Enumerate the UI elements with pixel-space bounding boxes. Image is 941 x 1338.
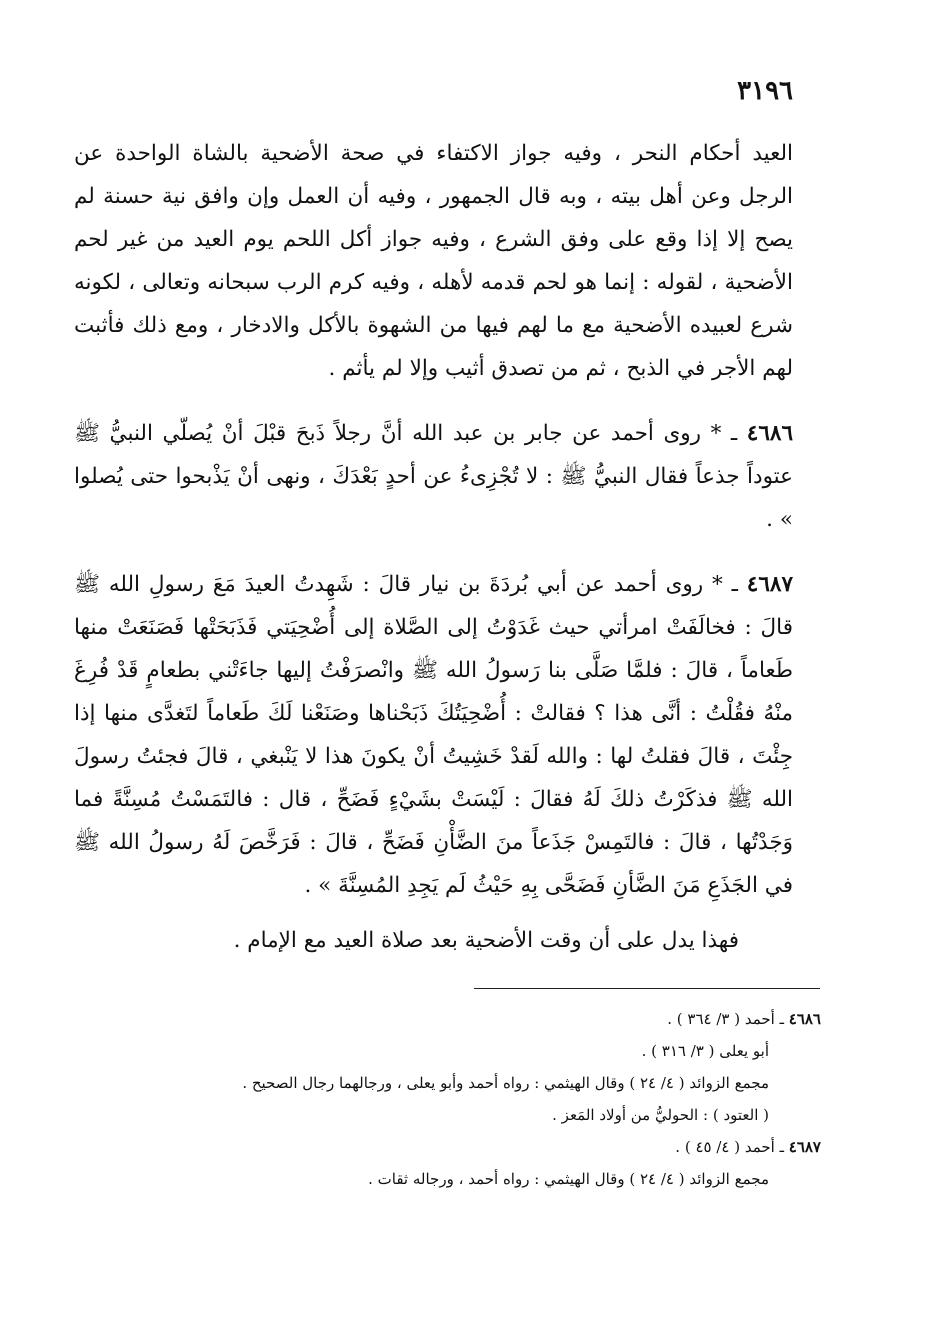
footnotes bbox=[74, 1003, 821, 1195]
page-number: ٣١٩٦ bbox=[737, 76, 793, 106]
footnote-divider bbox=[474, 988, 820, 989]
footnote bbox=[74, 1067, 821, 1099]
footnote bbox=[74, 1003, 821, 1035]
footnote bbox=[74, 1035, 821, 1067]
footnote-text: مجمع الزوائد ( ٤/ ٢٤ ) وقال الهيثمي : رواه أحمد ، ورجاله ثقات . bbox=[368, 1170, 769, 1188]
hadith-number: ٤٦٨٧ bbox=[746, 572, 793, 597]
conclusion-paragraph: فهذا يدل على أن وقت الأضحية بعد صلاة العيد مع الإمام . bbox=[233, 928, 739, 953]
footnote-text: مجمع الزوائد ( ٤/ ٢٤ ) وقال الهيثمي : رواه أحمد وأبو يعلى ، ورجالهما رجال الصحيح . bbox=[242, 1074, 769, 1092]
footnote-text: ـ أحمد ( ٣/ ٣٦٤ ) . bbox=[667, 1010, 789, 1028]
footnote bbox=[74, 1099, 821, 1131]
footnote-text: أبو يعلى ( ٣/ ٣١٦ ) . bbox=[641, 1042, 769, 1060]
intro-paragraph: العيد أحكام النحر ، وفيه جواز الاكتفاء في صحة الأضحية بالشاة الواحدة عن الرجل وعن أهل بيته ، وبه قال الجمهور ، وفيه أن العمل وإن وافق نية حسنة لم يصح إلا إذا وقع على وفق الشرع ، وفيه جواز أكل اللحم يوم العيد من غير لحم الأضحية ، لقوله : إنما هو لحم قدمه لأهله ، وفيه كرم الرب سبحانه وتعالى ، لكونه شرع لعبيده الأضحية مع ما لهم فيها من الشهوة بالأكل والادخار ، ومع ذلك فأثبت لهم الأجر في الذبح ، ثم من تصدق أثيب وإلا لم يأثم . bbox=[74, 141, 793, 381]
main-text bbox=[74, 132, 793, 962]
footnote-number: ٤٦٨٧ bbox=[788, 1138, 821, 1156]
hadith-4686 bbox=[74, 412, 793, 541]
footnote bbox=[74, 1131, 821, 1163]
footnote-text: ـ أحمد ( ٤/ ٤٥ ) . bbox=[675, 1138, 789, 1156]
footnote bbox=[74, 1163, 821, 1195]
footnote-text: ( العتود ) : الحوليُّ من أولاد المَعز . bbox=[552, 1106, 769, 1124]
hadith-number: ٤٦٨٦ bbox=[746, 421, 793, 446]
hadith-text: ـ * روى أحمد عن أبي بُردَةَ بن نيار قالَ : شَهِدتُ العيدَ مَعَ رسولِ الله ﷺ قالَ : فخالَفَتْ امرأتي حيث غَدَوْتُ إلى الصَّلاة إلى أُضْحِيَتي فَذَبَحَتْها فَصَنَعَتْ منها طَعاماً ، قالَ : فلمَّا صَلَّى بنا رَسولُ الله ﷺ وانْصرَفْتُ إليها جاءَتْني بطعامٍ قَدْ فُرِغَ منْهُ فقُلْتُ : أنَّى هذا ؟ فقالتْ : أُضْحِيَتُكَ ذَبَحْناها وصَنَعْنا لَكَ طَعاماً لتَغدَّى منها إذا جِئْتَ ، قالَ فقلتُ لها : والله لَقدْ خَشِيتُ أنْ يكونَ هذا لا يَنْبغي ، قالَ فجئتُ رسولَ الله ﷺ فذكَرْتُ ذلكَ لَهُ فقالَ : لَيْسَتْ بشَيْءٍ فَضَحِّ ، قال : فالتَمَسْتُ مُسِنَّةً فما وَجَدْتُها ، قالَ : فالتَمِسْ جَذَعاً منَ الضَّأْنِ فَضَحِّ ، قالَ : فَرَخَّصَ لَهُ رسولُ الله ﷺ في الجَذَعِ مَنَ الضَّأنِ فَضَحَّى بِهِ حَيْثُ لَم يَجِدِ المُسِنَّةَ » . bbox=[74, 572, 793, 898]
hadith-text: ـ * روى أحمد عن جابر بن عبد الله أنَّ رجلاً ذَبحَ قبْلَ أنْ يُصلّي النبيُّ ﷺ عتوداً جذعاً فقال النبيُّ ﷺ : لا تُجْزِىءُ عن أحدٍ بَعْدَكَ ، ونهى أنْ يَذْبحوا حتى يُصلوا » . bbox=[74, 421, 793, 532]
footnote-number: ٤٦٨٦ bbox=[788, 1010, 821, 1028]
hadith-4687 bbox=[74, 563, 793, 907]
